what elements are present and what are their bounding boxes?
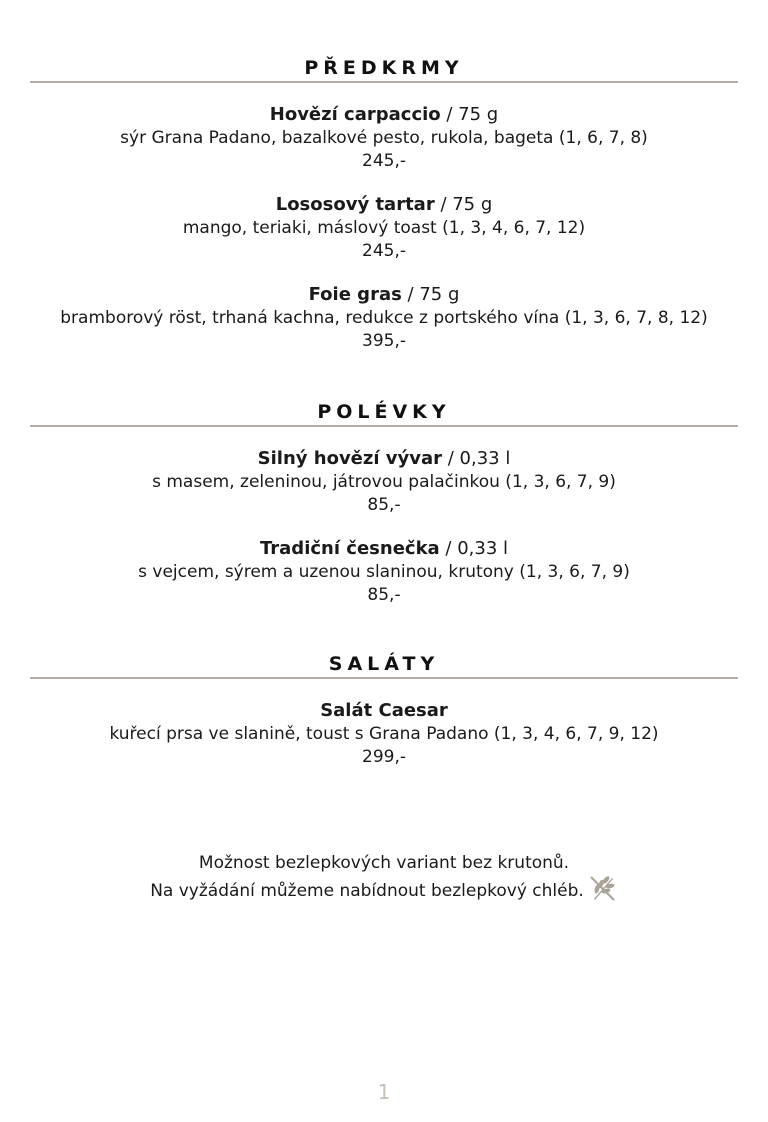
section-divider [30,677,738,679]
item-price: 299,- [362,747,406,767]
item-quantity: / 75 g [401,284,460,305]
section-predkrmy [30,55,738,353]
menu-item [30,699,738,769]
section-title: SALÁTY [328,653,440,675]
menu-item [30,537,738,607]
note-line: Na vyžádání můžeme nabídnout bezlepkový chléb. [150,881,584,901]
section-polevky [30,399,738,607]
item-name: Hovězí carpaccio [269,104,441,125]
item-quantity: / 0,33 l [442,448,511,469]
item-price: 245,- [362,151,406,171]
item-price: 395,- [362,331,406,351]
gluten-free-note [30,850,738,906]
menu-item [30,193,738,263]
gluten-free-icon [586,873,618,903]
item-name: Lososový tartar [275,194,435,215]
item-name: Silný hovězí vývar [257,448,443,469]
item-quantity: / 75 g [440,104,499,125]
note-line: Možnost bezlepkových variant bez krutonů. [198,853,570,873]
item-description: sýr Grana Padano, bazalkové pesto, rukola, bageta (1, 6, 7, 8) [120,128,648,148]
item-price: 245,- [362,241,406,261]
section-title: PŘEDKRMY [304,57,464,79]
item-price: 85,- [367,495,401,515]
section-divider [30,425,738,427]
item-description: mango, teriaki, máslový toast (1, 3, 4, 6, 7, 12) [182,218,586,238]
item-description: bramborový röst, trhaná kachna, redukce z portského vína (1, 3, 6, 7, 8, 12) [60,308,708,328]
note-line-with-icon [30,876,738,906]
menu-item [30,283,738,353]
item-name: Foie gras [308,284,402,305]
item-description: s masem, zeleninou, játrovou palačinkou (1, 3, 6, 7, 9) [152,472,616,492]
item-description: kuřecí prsa ve slanině, toust s Grana Padano (1, 3, 4, 6, 7, 9, 12) [109,724,659,744]
item-name: Salát Caesar [320,700,448,721]
item-description: s vejcem, sýrem a uzenou slaninou, krutony (1, 3, 6, 7, 9) [138,562,630,582]
item-quantity: / 75 g [434,194,493,215]
menu-item [30,447,738,517]
page-number: 1 [377,1080,391,1104]
section-divider [30,81,738,83]
section-salaty [30,651,738,769]
item-price: 85,- [367,585,401,605]
menu-item [30,103,738,173]
section-title: POLÉVKY [317,401,451,423]
item-quantity: / 0,33 l [439,538,508,559]
item-name: Tradiční česnečka [259,538,440,559]
